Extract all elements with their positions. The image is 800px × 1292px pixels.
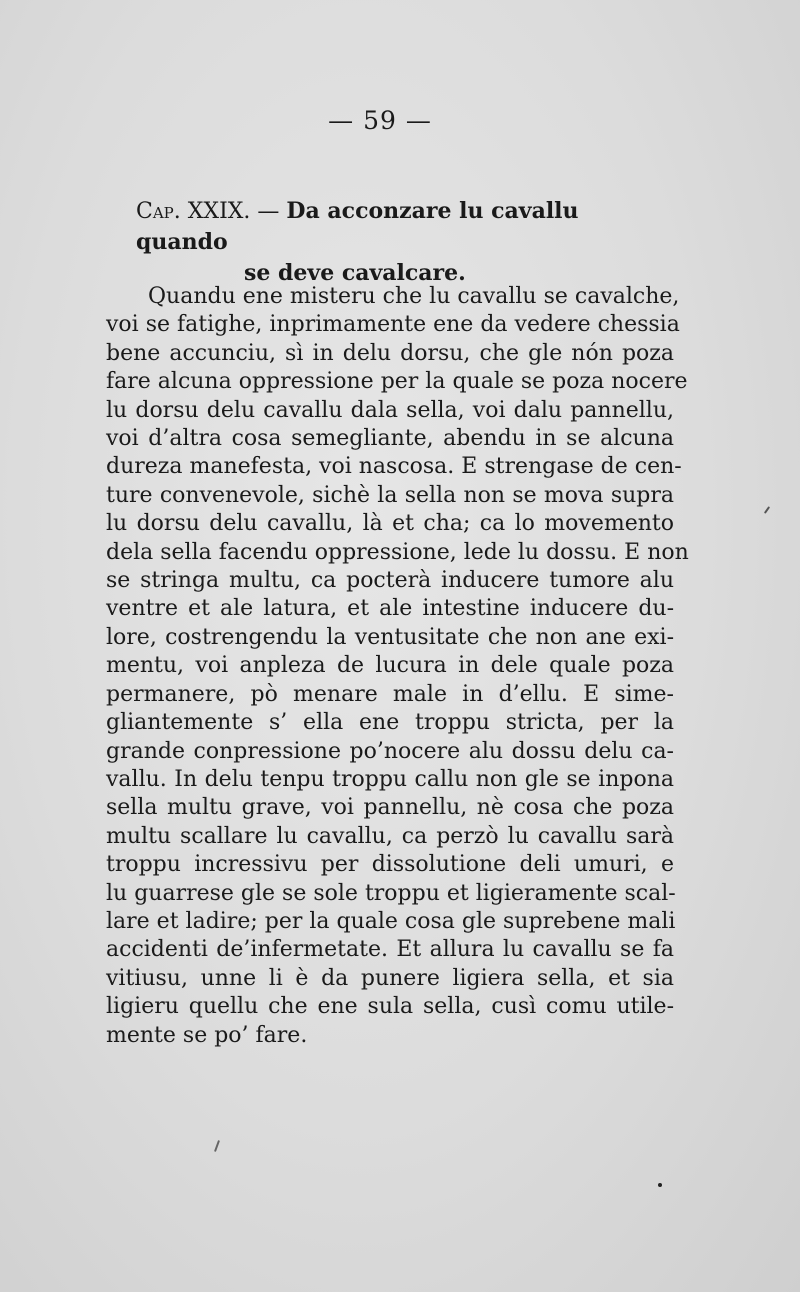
chapter-heading — [136, 196, 656, 288]
text-line: gliantemente s’ ella ene troppu stricta, per la — [106, 710, 674, 736]
chapter-label: Cap. XXIX. — [136, 199, 251, 224]
text-line: multu scallare lu cavallu, ca perzò lu cavallu sarà — [106, 823, 674, 849]
text-line: lu dorsu delu cavallu, là et cha; ca lo movemento — [106, 511, 674, 537]
text-line: permanere, pò menare male in d’ellu. E sime- — [106, 681, 674, 707]
text-line: lore, costrengendu la ventusitate che non ane exi- — [106, 624, 674, 650]
text-line: mentu, voi anpleza de lucura in dele quale poza — [106, 653, 674, 679]
chapter-dash: — — [257, 199, 280, 224]
text-line: ligieru quellu che ene sula sella, cusì comu utile- — [106, 994, 674, 1020]
text-line: lu guarrese gle se sole troppu et ligieramente scal- — [106, 880, 676, 906]
text-line: lu dorsu delu cavallu dala sella, voi dalu pannellu, — [106, 397, 674, 423]
chapter-body — [106, 283, 689, 1050]
text-line: vitiusu, unne li è da punere ligiera sella, et sia — [106, 965, 674, 991]
text-line: fare alcuna oppressione per la quale se poza nocere — [106, 369, 688, 395]
text-line: dela sella facendu oppressione, lede lu dossu. E non — [106, 539, 689, 565]
text-line: lare et ladire; per la quale cosa gle suprebene mali — [106, 908, 676, 934]
text-line: se stringa multu, ca pocterà inducere tumore alu — [106, 568, 674, 594]
text-line: ventre et ale latura, et ale intestine inducere du- — [106, 596, 674, 622]
text-line: accidenti de’infermetate. Et allura lu cavallu se fa — [106, 937, 674, 963]
ink-speck — [764, 506, 770, 514]
page-number: — 59 — — [328, 106, 432, 135]
chapter-title-line1: Da acconzare lu cavallu quando — [136, 198, 579, 255]
text-line: voi se fatighe, inprimamente ene da vedere chessia — [106, 312, 680, 338]
text-line: bene accunciu, sì in delu dorsu, che gle nón poza — [106, 340, 674, 366]
text-line: voi d’altra cosa semegliante, abendu in se alcuna — [106, 426, 674, 452]
ink-speck — [658, 1183, 662, 1187]
text-line: Quandu ene misteru che lu cavallu se cavalche, — [148, 284, 680, 309]
ink-speck — [214, 1140, 220, 1152]
text-line: sella multu grave, voi pannellu, nè cosa che poza — [106, 795, 674, 821]
text-line: troppu incressivu per dissolutione deli umuri, e — [106, 852, 674, 878]
text-line: ture convenevole, sichè la sella non se mova supra — [106, 482, 674, 508]
text-line: vallu. In delu tenpu troppu callu non gle se inpona — [106, 766, 674, 792]
chapter-title-line2: se deve cavalcare. — [244, 260, 466, 286]
text-line: mente se po’ fare. — [106, 1022, 308, 1048]
text-line: dureza manefesta, voi nascosa. E strengase de cen- — [106, 454, 682, 480]
text-line: grande conpressione po’nocere alu dossu delu ca- — [106, 738, 674, 764]
